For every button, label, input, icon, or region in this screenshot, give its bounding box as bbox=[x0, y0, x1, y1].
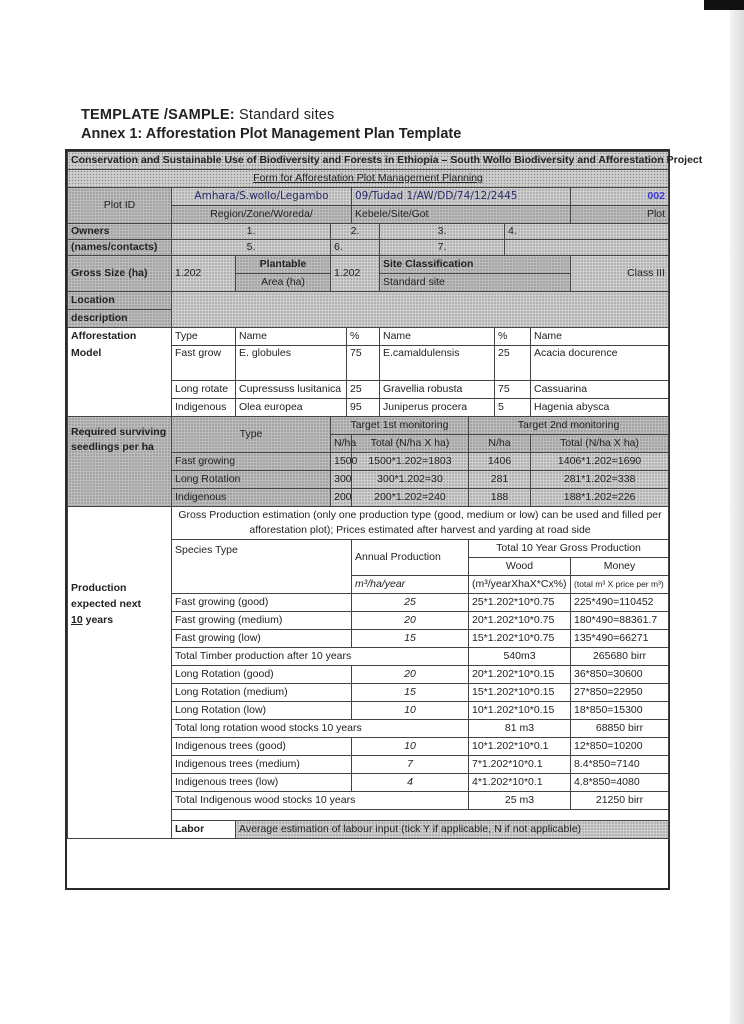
prod-row-money[interactable]: 225*490=110452 bbox=[571, 594, 669, 612]
owner-4[interactable]: 4. bbox=[505, 224, 669, 240]
gross-size-label: Gross Size (ha) bbox=[68, 256, 172, 292]
prod-row-money[interactable]: 18*850=15300 bbox=[571, 702, 669, 720]
model-row-pct[interactable]: 75 bbox=[495, 381, 531, 399]
model-row-name[interactable]: E.camaldulensis bbox=[380, 346, 495, 381]
plot-id-label: Plot ID bbox=[68, 188, 172, 224]
page-edge bbox=[730, 0, 744, 1024]
prod-header-wood-unit: (m³/yearXhaX*Cx%) bbox=[469, 576, 571, 594]
prod-row-wood[interactable]: 25*1.202*10*0.75 bbox=[469, 594, 571, 612]
prod-row-annual[interactable]: 20 bbox=[352, 666, 469, 684]
monitor-header-total2: Total (N/ha X ha) bbox=[531, 435, 669, 453]
total-long-money[interactable]: 68850 birr bbox=[571, 720, 669, 738]
total-indig-wood[interactable]: 25 m3 bbox=[469, 792, 571, 810]
template-label: TEMPLATE /SAMPLE: bbox=[81, 107, 235, 123]
prod-row-annual[interactable]: 10 bbox=[352, 702, 469, 720]
prod-row-money[interactable]: 8.4*850=7140 bbox=[571, 756, 669, 774]
monitor-row-total1[interactable]: 200*1.202=240 bbox=[352, 489, 469, 507]
monitor-row-nha2[interactable]: 1406 bbox=[469, 453, 531, 471]
prod-header-wood: Wood bbox=[469, 558, 571, 576]
model-row-name[interactable]: Gravellia robusta bbox=[380, 381, 495, 399]
prod-row-wood[interactable]: 10*1.202*10*0.1 bbox=[469, 738, 571, 756]
model-row-pct[interactable]: 95 bbox=[347, 399, 380, 417]
region-label: Region/Zone/Woreda/ bbox=[172, 206, 352, 224]
model-row-name[interactable]: Juniperus procera bbox=[380, 399, 495, 417]
total-indig-money[interactable]: 21250 birr bbox=[571, 792, 669, 810]
model-row-type[interactable]: Long rotate bbox=[172, 381, 236, 399]
owner-2[interactable]: 2. bbox=[331, 224, 380, 240]
prod-header-annual: Annual Production bbox=[352, 540, 469, 576]
project-line: Conservation and Sustainable Use of Biodiversity and Forests in Ethiopia – South Wollo Biodiversity and Afforestation Project bbox=[68, 152, 669, 170]
prod-row-species: Fast growing (good) bbox=[172, 594, 352, 612]
model-row-name[interactable]: Olea europea bbox=[236, 399, 347, 417]
owner-3[interactable]: 3. bbox=[380, 224, 505, 240]
region-value[interactable]: Amhara/S.wollo/Legambo bbox=[172, 188, 352, 206]
kebele-label: Kebele/Site/Got bbox=[352, 206, 571, 224]
class-value[interactable]: Class III bbox=[571, 256, 669, 292]
plantable-label: Plantable bbox=[236, 256, 331, 274]
prod-row-species: Fast growing (medium) bbox=[172, 612, 352, 630]
form-table bbox=[67, 151, 703, 839]
prod-row-wood[interactable]: 4*1.202*10*0.1 bbox=[469, 774, 571, 792]
total-timber-label: Total Timber production after 10 years bbox=[172, 648, 469, 666]
prod-row-species: Indigenous trees (low) bbox=[172, 774, 352, 792]
owner-7[interactable]: 7. bbox=[380, 240, 505, 256]
afforestation-blank bbox=[68, 381, 172, 399]
prod-row-species: Long Rotation (medium) bbox=[172, 684, 352, 702]
model-row-name[interactable]: Hagenia abysca bbox=[531, 399, 669, 417]
plantable-sub: Area (ha) bbox=[236, 274, 331, 292]
owner-6[interactable]: 6. bbox=[331, 240, 380, 256]
kebele-value[interactable]: 09/Tudad 1/AW/DD/74/12/2445 bbox=[352, 188, 571, 206]
afforestation-label: Afforestation bbox=[68, 328, 172, 346]
location-value[interactable] bbox=[172, 292, 669, 328]
prod-row-money[interactable]: 4.8*850=4080 bbox=[571, 774, 669, 792]
prod-row-annual[interactable]: 7 bbox=[352, 756, 469, 774]
labor-note: Average estimation of labour input (tick Y if applicable, N if not applicable) bbox=[236, 821, 669, 839]
template-heading bbox=[81, 107, 335, 123]
prod-row-money[interactable]: 180*490=88361.7 bbox=[571, 612, 669, 630]
monitor-row-total1[interactable]: 1500*1.202=1803 bbox=[352, 453, 469, 471]
model-header-type: Type bbox=[172, 328, 236, 346]
model-row-name[interactable]: E. globules bbox=[236, 346, 347, 381]
prod-header-money: Money bbox=[571, 558, 669, 576]
total-timber-money[interactable]: 265680 birr bbox=[571, 648, 669, 666]
prod-header-annual-unit: m³/ha/year bbox=[352, 576, 469, 594]
location-sub: description bbox=[68, 310, 172, 328]
gross-production-note: Gross Production estimation (only one production type (good, medium or low) can be used and filled per afforestation plot); Prices estimated after harvest and yarding at road side bbox=[172, 507, 669, 540]
prod-row-species: Long Rotation (low) bbox=[172, 702, 352, 720]
prod-row-annual[interactable]: 4 bbox=[352, 774, 469, 792]
monitor-row-type: Long Rotation bbox=[172, 471, 331, 489]
total-timber-wood[interactable]: 540m3 bbox=[469, 648, 571, 666]
prod-row-money[interactable]: 36*850=30600 bbox=[571, 666, 669, 684]
template-value: Standard sites bbox=[239, 107, 335, 123]
location-label: Location bbox=[68, 292, 172, 310]
model-header-pct-1: % bbox=[347, 328, 380, 346]
owner-1[interactable]: 1. bbox=[172, 224, 331, 240]
prod-row-species: Indigenous trees (medium) bbox=[172, 756, 352, 774]
annex-title: Annex 1: Afforestation Plot Management Plan Template bbox=[81, 126, 462, 142]
prod-row-wood[interactable]: 15*1.202*10*0.15 bbox=[469, 684, 571, 702]
monitor-row-nha2[interactable]: 188 bbox=[469, 489, 531, 507]
prod-row-annual[interactable]: 20 bbox=[352, 612, 469, 630]
monitor-header-total1: Total (N/ha X ha) bbox=[352, 435, 469, 453]
monitor-header-target2: Target 2nd monitoring bbox=[469, 417, 669, 435]
model-header-pct-2: % bbox=[495, 328, 531, 346]
model-row-name[interactable]: Cassuarina bbox=[531, 381, 669, 399]
owners-label: Owners bbox=[68, 224, 172, 240]
model-row-type[interactable]: Indigenous bbox=[172, 399, 236, 417]
monitor-header-type: Type bbox=[172, 417, 331, 453]
monitor-row-nha1[interactable]: 200 bbox=[331, 489, 352, 507]
prod-row-wood[interactable]: 10*1.202*10*0.15 bbox=[469, 702, 571, 720]
prod-row-money[interactable]: 27*850=22950 bbox=[571, 684, 669, 702]
monitor-row-total2[interactable]: 188*1.202=226 bbox=[531, 489, 669, 507]
required-seedlings-label: Required surviving seedlings per ha bbox=[68, 417, 172, 507]
model-row-name[interactable]: Cupressuss lusitanica bbox=[236, 381, 347, 399]
monitor-row-nha1[interactable]: 300 bbox=[331, 471, 352, 489]
prod-row-species: Fast growing (low) bbox=[172, 630, 352, 648]
model-row-pct[interactable]: 25 bbox=[347, 381, 380, 399]
prod-row-annual[interactable]: 25 bbox=[352, 594, 469, 612]
production-spacer bbox=[172, 810, 669, 821]
owner-8-empty[interactable] bbox=[505, 240, 669, 256]
monitor-header-nha1: N/ha bbox=[331, 435, 352, 453]
prod-row-money[interactable]: 135*490=66271 bbox=[571, 630, 669, 648]
site-class-label: Site Classification bbox=[380, 256, 571, 274]
model-row-pct[interactable]: 75 bbox=[347, 346, 380, 381]
model-row-pct[interactable]: 25 bbox=[495, 346, 531, 381]
plantable-value[interactable]: 1.202 bbox=[331, 256, 380, 292]
monitor-row-nha1[interactable]: 1500 bbox=[331, 453, 352, 471]
monitor-row-total2[interactable]: 281*1.202=338 bbox=[531, 471, 669, 489]
prod-row-annual[interactable]: 15 bbox=[352, 684, 469, 702]
owner-5[interactable]: 5. bbox=[172, 240, 331, 256]
monitor-row-type: Fast growing bbox=[172, 453, 331, 471]
prod-header-total10: Total 10 Year Gross Production bbox=[469, 540, 669, 558]
prod-header-money-unit: (total m³ X price per m³) bbox=[571, 576, 669, 594]
monitor-row-total2[interactable]: 1406*1.202=1690 bbox=[531, 453, 669, 471]
afforestation-blank bbox=[68, 399, 172, 417]
monitor-row-total1[interactable]: 300*1.202=30 bbox=[352, 471, 469, 489]
monitor-row-type: Indigenous bbox=[172, 489, 331, 507]
prod-row-wood[interactable]: 20*1.202*10*0.15 bbox=[469, 666, 571, 684]
prod-row-annual[interactable]: 15 bbox=[352, 630, 469, 648]
prod-row-money[interactable]: 12*850=10200 bbox=[571, 738, 669, 756]
site-class-value[interactable]: Standard site bbox=[380, 274, 571, 292]
model-row-name[interactable]: Acacia docurence bbox=[531, 346, 669, 381]
management-plan-form bbox=[65, 149, 703, 890]
total-indig-label: Total Indigenous wood stocks 10 years bbox=[172, 792, 469, 810]
prod-row-wood[interactable]: 15*1.202*10*0.75 bbox=[469, 630, 571, 648]
afforestation-sub: Model bbox=[68, 346, 172, 381]
model-row-pct[interactable]: 5 bbox=[495, 399, 531, 417]
labor-label: Labor bbox=[172, 821, 236, 839]
plot-label: Plot bbox=[571, 206, 669, 224]
prod-row-species: Long Rotation (good) bbox=[172, 666, 352, 684]
scan-corner bbox=[704, 0, 744, 10]
total-long-label: Total long rotation wood stocks 10 years bbox=[172, 720, 469, 738]
model-row-type[interactable]: Fast grow bbox=[172, 346, 236, 381]
monitor-row-nha2[interactable]: 281 bbox=[469, 471, 531, 489]
prod-row-wood[interactable]: 7*1.202*10*0.1 bbox=[469, 756, 571, 774]
production-label: Production expected next 10 years bbox=[68, 507, 172, 839]
monitor-header-nha2: N/ha bbox=[469, 435, 531, 453]
total-long-wood[interactable]: 81 m3 bbox=[469, 720, 571, 738]
model-header-name-2: Name bbox=[380, 328, 495, 346]
owners-sub: (names/contacts) bbox=[68, 240, 172, 256]
gross-size-value[interactable]: 1.202 bbox=[172, 256, 236, 292]
plot-value[interactable]: 002 bbox=[571, 188, 669, 206]
monitor-header-target1: Target 1st monitoring bbox=[331, 417, 469, 435]
form-title: Form for Afforestation Plot Management Planning bbox=[68, 170, 669, 188]
model-header-name-1: Name bbox=[236, 328, 347, 346]
prod-row-wood[interactable]: 20*1.202*10*0.75 bbox=[469, 612, 571, 630]
prod-row-species: Indigenous trees (good) bbox=[172, 738, 352, 756]
prod-header-species: Species Type bbox=[172, 540, 352, 594]
prod-row-annual[interactable]: 10 bbox=[352, 738, 469, 756]
model-header-name-3: Name bbox=[531, 328, 669, 346]
